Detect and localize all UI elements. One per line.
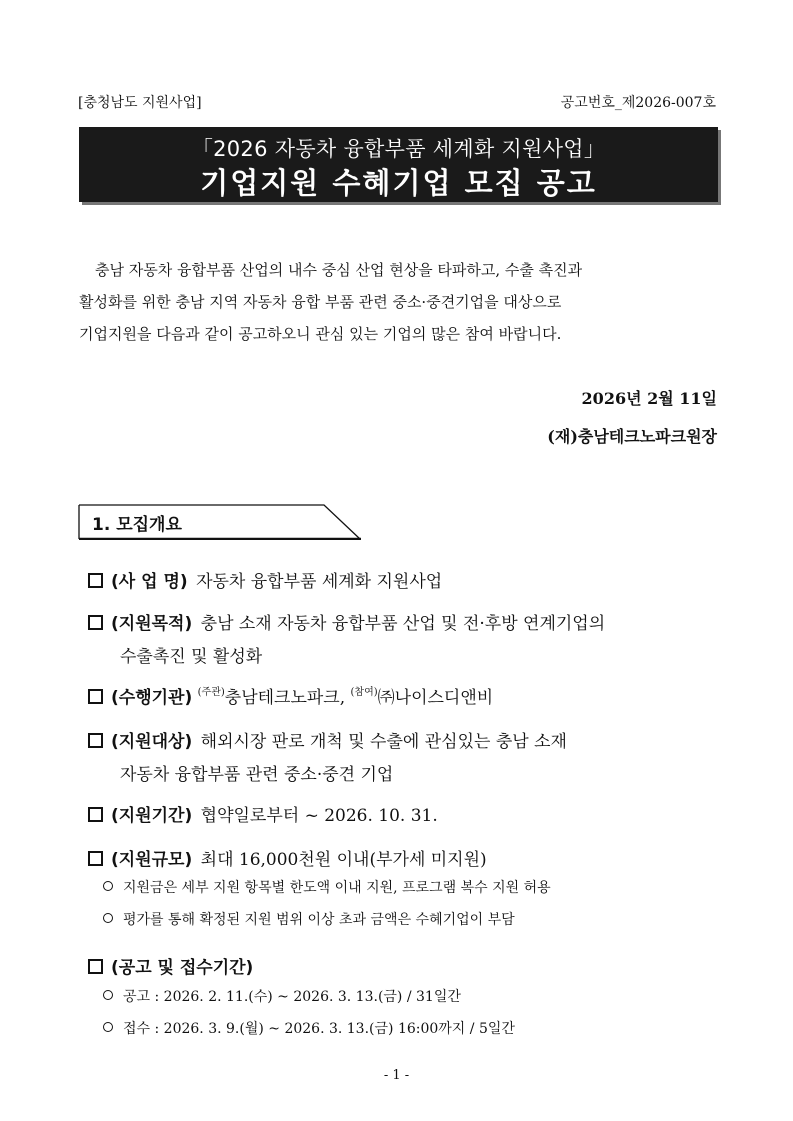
item-agency bbox=[88, 683, 493, 708]
sub-item bbox=[103, 1018, 515, 1038]
bullet-circle-icon bbox=[103, 881, 113, 891]
page-number: - 1 - bbox=[383, 1068, 410, 1083]
sub-item-text: 접수 : 2026. 3. 9.(월) ~ 2026. 3. 13.(금) 16:00까지 / 5일간 bbox=[123, 1021, 515, 1037]
role-lead: (주관) bbox=[197, 687, 225, 698]
checkbox-square-icon bbox=[88, 689, 103, 704]
bullet-circle-icon bbox=[103, 913, 113, 923]
issuing-organization: (재)충남테크노파크원장 bbox=[547, 427, 717, 446]
item-content-continued: 자동차 융합부품 관련 중소·중견 기업 bbox=[120, 765, 394, 785]
checkbox-square-icon bbox=[88, 733, 103, 748]
item-period bbox=[88, 801, 438, 826]
sub-item-text: 공고 : 2026. 2. 11.(수) ~ 2026. 3. 13.(금) / 31일간 bbox=[123, 989, 461, 1005]
item-content: 충남 소재 자동차 융합부품 산업 및 전·후방 연계기업의 bbox=[200, 614, 606, 634]
checkbox-square-icon bbox=[88, 807, 103, 822]
checkbox-square-icon bbox=[88, 851, 103, 866]
item-target bbox=[88, 727, 567, 752]
section-header bbox=[78, 504, 362, 540]
item-label: (지원목적) bbox=[111, 614, 193, 634]
announcement-date: 2026년 2월 11일 bbox=[581, 389, 717, 408]
agency-lead: 충남테크노파크, bbox=[224, 688, 346, 708]
sub-item bbox=[103, 877, 551, 897]
program-category: [충청남도 지원사업] bbox=[78, 95, 202, 111]
item-scale bbox=[88, 845, 487, 870]
item-purpose bbox=[88, 609, 605, 634]
announcement-number: 공고번호_제2026-007호 bbox=[560, 95, 716, 111]
sub-item bbox=[103, 986, 461, 1006]
item-label: (지원규모) bbox=[111, 850, 193, 870]
title-announcement: 기업지원 수혜기업 모집 공고 bbox=[200, 166, 597, 200]
item-content: 협약일로부터 ~ 2026. 10. 31. bbox=[200, 806, 438, 826]
intro-paragraph bbox=[79, 254, 719, 350]
sub-item-text: 지원금은 세부 지원 항목별 한도액 이내 지원, 프로그램 복수 지원 허용 bbox=[123, 880, 551, 896]
checkbox-square-icon bbox=[88, 959, 103, 974]
item-label: (공고 및 접수기간) bbox=[111, 958, 254, 978]
item-schedule bbox=[88, 953, 253, 978]
sub-item bbox=[103, 909, 515, 929]
item-content-continued: 수출촉진 및 활성화 bbox=[120, 647, 263, 667]
bullet-circle-icon bbox=[103, 1022, 113, 1032]
item-content: 자동차 융합부품 세계화 지원사업 bbox=[196, 572, 443, 592]
item-label: (지원기간) bbox=[111, 806, 193, 826]
item-label: (지원대상) bbox=[111, 732, 193, 752]
item-label: (수행기관) bbox=[111, 688, 193, 708]
checkbox-square-icon bbox=[88, 615, 103, 630]
agency-participant: ㈜나이스디앤비 bbox=[377, 688, 494, 708]
section-title: 1. 모집개요 bbox=[92, 515, 182, 535]
intro-line: 충남 자동차 융합부품 산업의 내수 중심 산업 현상을 타파하고, 수출 촉진과 bbox=[95, 261, 583, 279]
item-project-name bbox=[88, 567, 442, 592]
item-label: (사 업 명) bbox=[111, 572, 188, 592]
intro-line: 기업지원을 다음과 같이 공고하오니 관심 있는 기업의 많은 참여 바랍니다. bbox=[79, 325, 562, 343]
item-content: 해외시장 판로 개척 및 수출에 관심있는 충남 소재 bbox=[200, 732, 567, 752]
title-banner bbox=[79, 127, 718, 202]
role-participant: (참여) bbox=[350, 687, 378, 698]
bullet-circle-icon bbox=[103, 990, 113, 1000]
item-content: 최대 16,000천원 이내(부가세 미지원) bbox=[200, 850, 487, 870]
intro-line: 활성화를 위한 충남 지역 자동차 융합 부품 관련 중소·중견기업을 대상으로 bbox=[79, 293, 562, 311]
sub-item-text: 평가를 통해 확정된 지원 범위 이상 초과 금액은 수혜기업이 부담 bbox=[123, 912, 515, 928]
title-program-name: 「2026 자동차 융합부품 세계화 지원사업」 bbox=[191, 137, 606, 161]
checkbox-square-icon bbox=[88, 573, 103, 588]
